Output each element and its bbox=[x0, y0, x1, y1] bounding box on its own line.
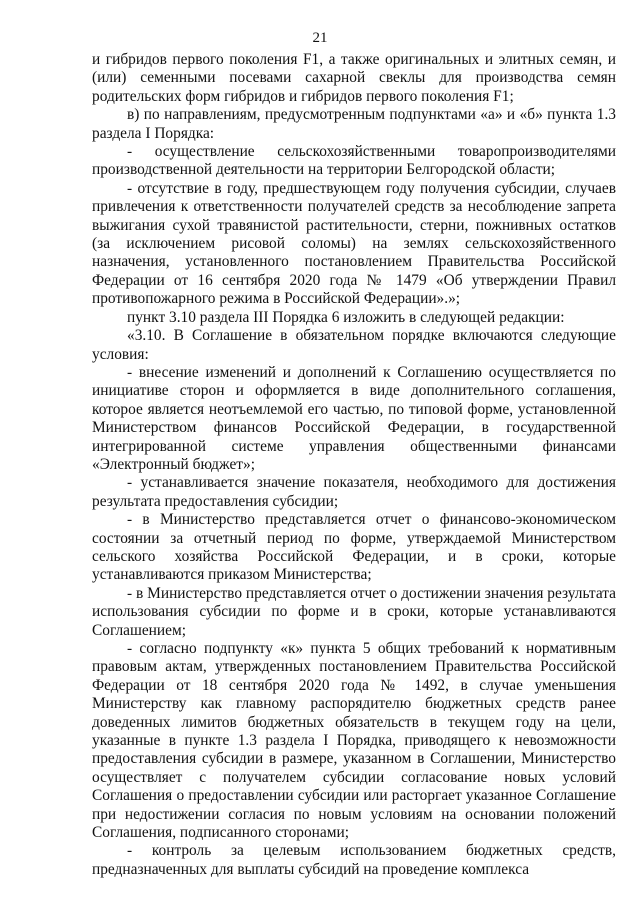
paragraph-clause-3-10: «3.10. В Соглашение в обязательном порядке включаются следующие условия: bbox=[92, 327, 616, 363]
paragraph-condition-result-report: - в Министерство представляется отчет о достижении значения результата использования субсидии по форме и в сроки, которые устанавливаются Соглашением; bbox=[92, 584, 616, 639]
paragraph-condition-limits: - согласно подпункту «к» пункта 5 общих требований к нормативным правовым актам, утвержденных постановлением Правительства Российской Федерации от 18 сентября 2020 года № 1492, в случае уменьшения Министерству как главному распорядителю бюджетных средств ранее доведенных лимитов бюджетных обязательств в текущем году на цели, указанные в пункте 1.3 раздела I Порядка, приводящего к невозможности предоставления субсидии в размере, указанном в Соглашении, Министерство осуществляет с получателем субсидии согласование новых условий Соглашения о предоставлении субсидии или расторгает указанное Соглашение при недостижении согласия по новым условиям на основании положений Соглашения, подписанного сторонами; bbox=[92, 640, 616, 842]
paragraph-condition-financial-report: - в Министерство представляется отчет о финансово-экономическом состоянии за отчетный период по форме, утверждаемой Министерством сельского хозяйства Российской Федерации, и в сроки, которые устанавливаются приказом Министерства; bbox=[92, 511, 616, 584]
paragraph-subitem-v: в) по направлениям, предусмотренным подпунктами «а» и «б» пункта 1.3 раздела I Порядка: bbox=[92, 106, 616, 142]
paragraph-condition-indicator: - устанавливается значение показателя, необходимого для достижения результата предоставления субсидии; bbox=[92, 474, 616, 510]
paragraph-condition-no-burning: - отсутствие в году, предшествующем году получения субсидии, случаев привлечения к ответственности получателей средств за несоблюдение запрета выжигания сухой травянистой растительности, стерни, пожнивных остатков (за исключением рисовой соломы) на землях сельскохозяйственного назначения, установленного постановлением Правительства Российской Федерации от 16 сентября 2020 года № 1479 «Об утверждении Правил противопожарного режима в Российской Федерации».»; bbox=[92, 179, 616, 308]
paragraph-condition-amendments: - внесение изменений и дополнений к Соглашению осуществляется по инициативе сторон и оформляется в виде дополнительного соглашения, которое является неотъемлемой его частью, по типовой форме, установленной Министерством финансов Российской Федерации, в государственной интегрированной системе управления общественными финансами «Электронный бюджет»; bbox=[92, 363, 616, 473]
paragraph-amend-clause-3-10: пункт 3.10 раздела III Порядка 6 изложить в следующей редакции: bbox=[127, 308, 565, 326]
paragraph-condition-control: - контроль за целевым использованием бюджетных средств, предназначенных для выплаты субсидий на проведение комплекса bbox=[92, 842, 616, 878]
paragraph-continuation: и гибридов первого поколения F1, а также оригинальных и элитных семян, и (или) семенными посевами сахарной свеклы для производства семян родительских форм гибридов и гибридов первого поколения F1; bbox=[92, 51, 616, 105]
document-body bbox=[92, 51, 616, 879]
paragraph-condition-territory: - осуществление сельскохозяйственными товаропроизводителями производственной деятельности на территории Белгородской области; bbox=[92, 143, 616, 179]
page-number: 21 bbox=[312, 30, 328, 46]
